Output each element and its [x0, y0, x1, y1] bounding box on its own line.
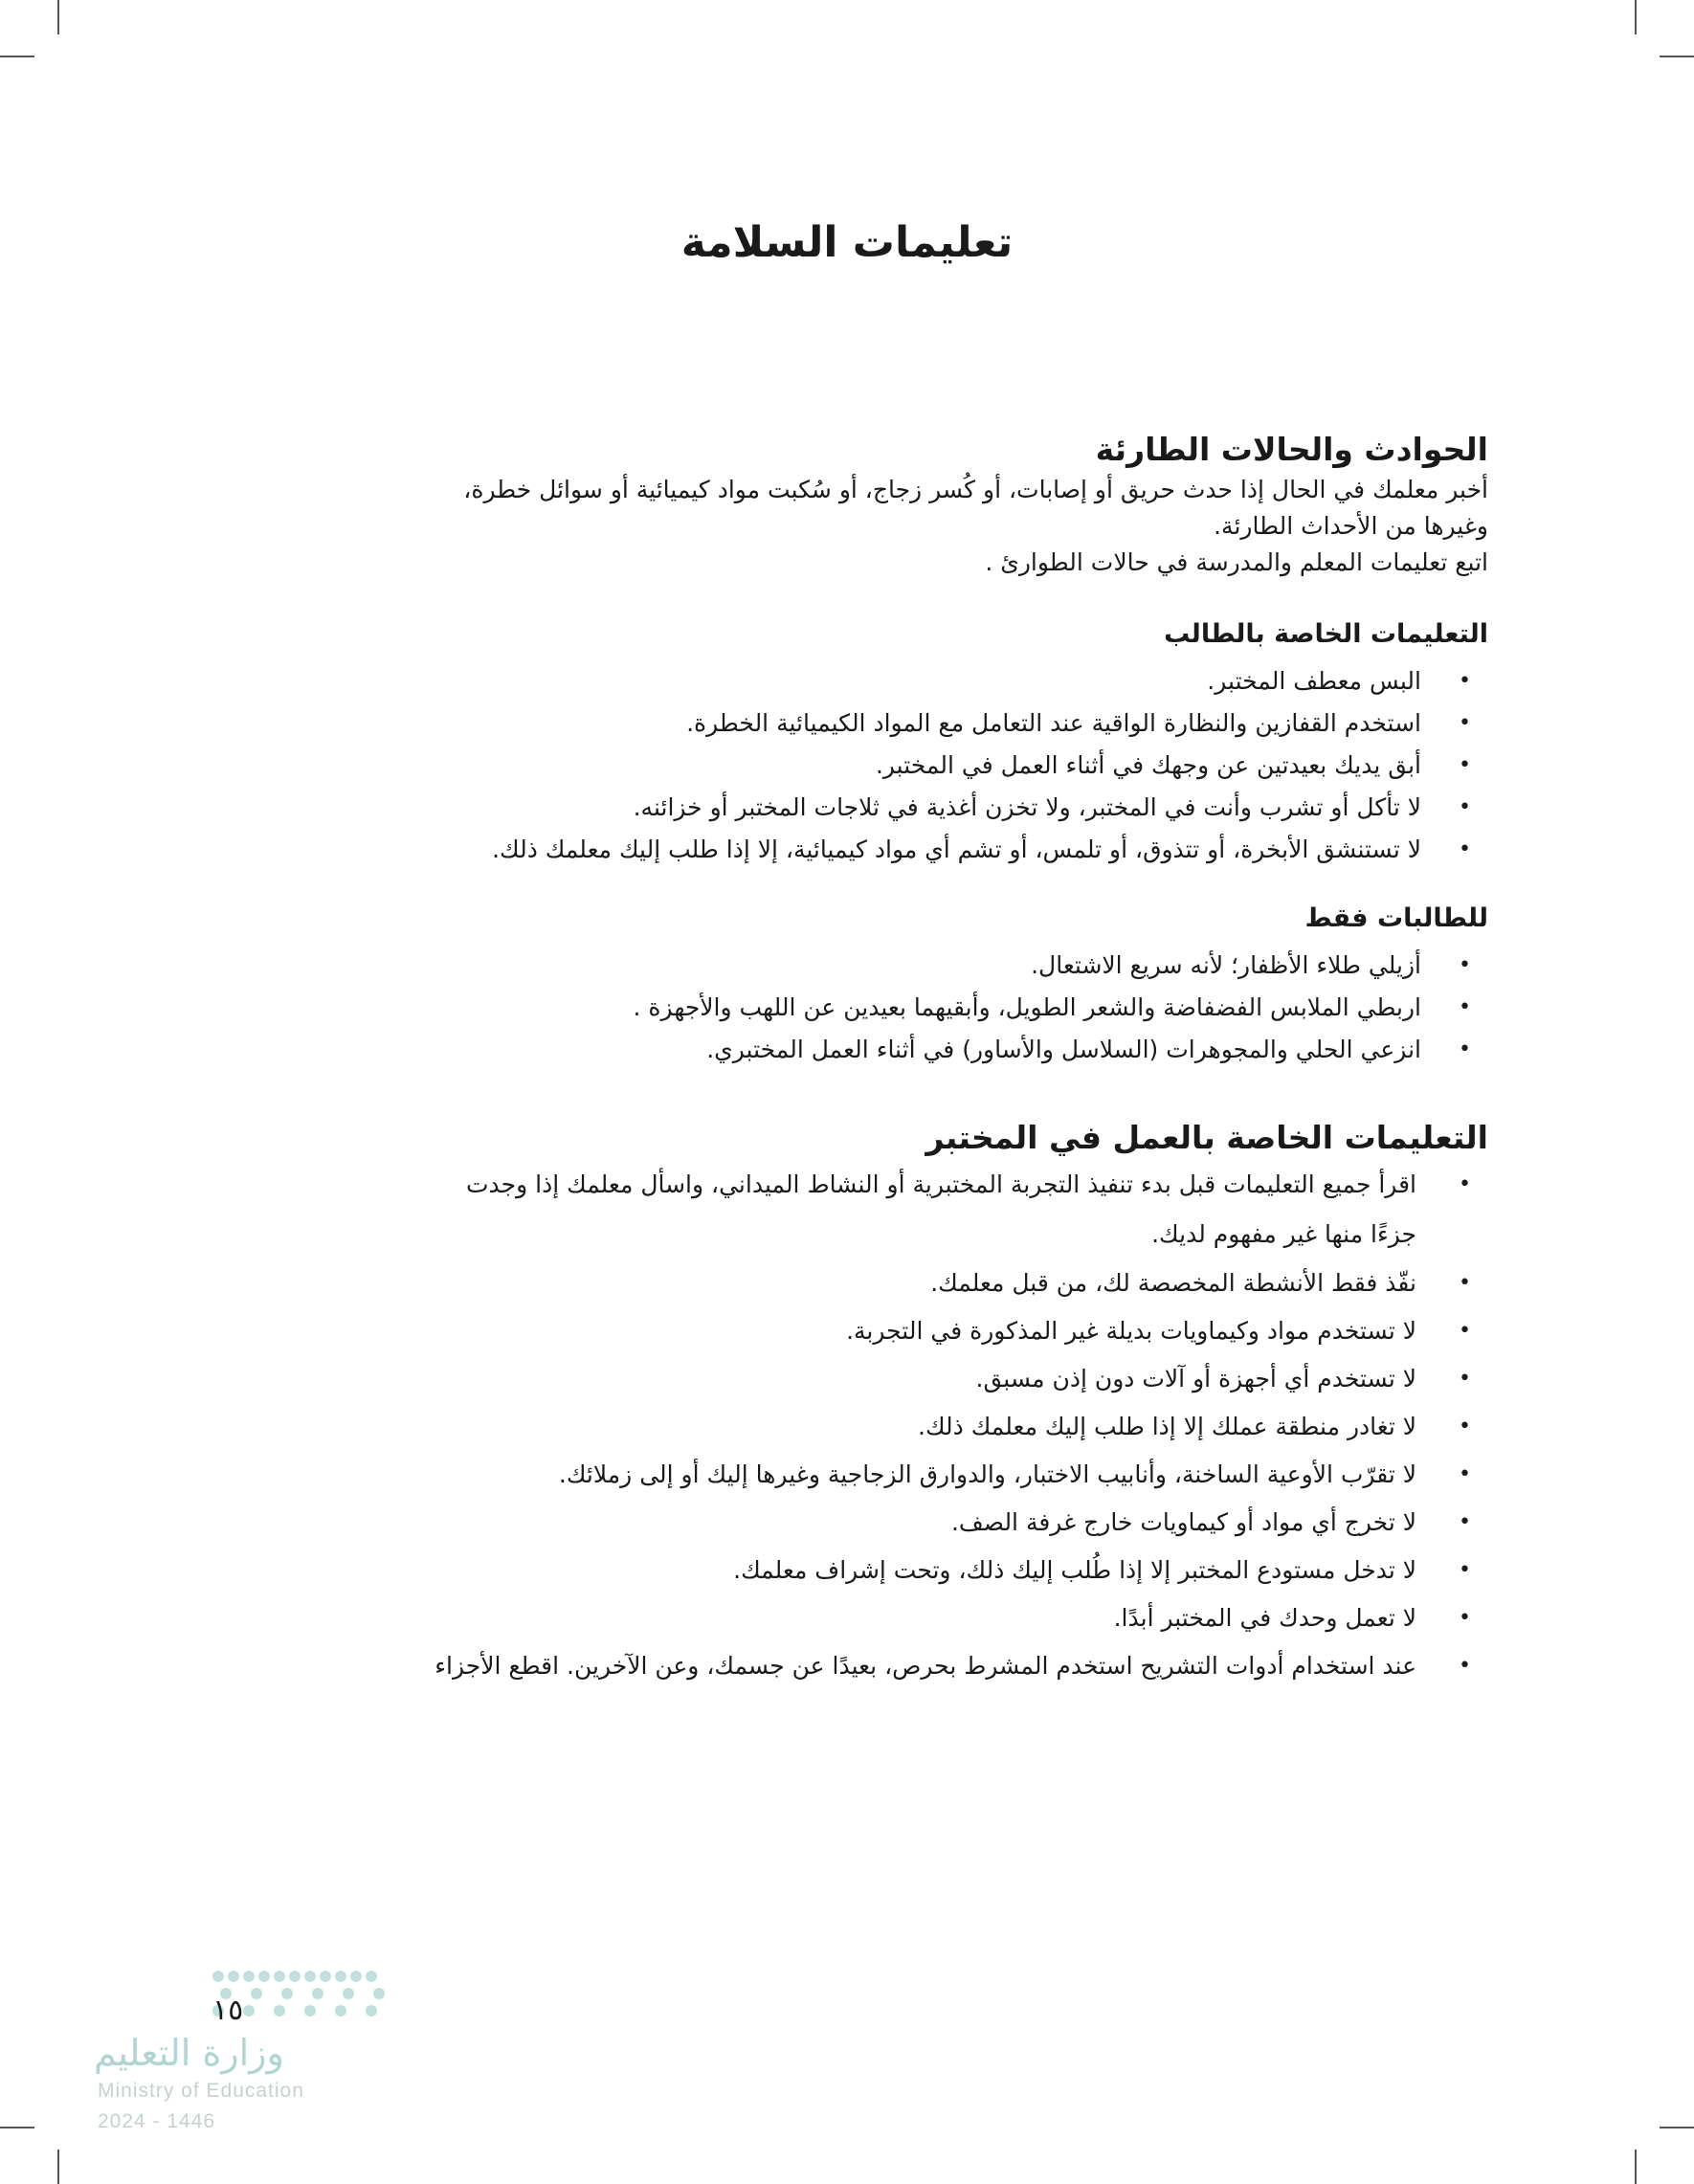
emergencies-section: [206, 431, 1488, 581]
bullet-icon: •: [1459, 795, 1471, 819]
bullet-icon: •: [1459, 1037, 1471, 1061]
bullet-icon: •: [1459, 837, 1471, 861]
list-item-text: استخدم القفازين والنظارة الواقية عند التعامل مع المواد الكيميائية الخطرة.: [686, 709, 1421, 737]
list-item-text: عند استخدام أدوات التشريح استخدم المشرط بحرص، بعيدًا عن جسمك، وعن الآخرين. اقطع الأجزاء: [435, 1652, 1416, 1680]
bullet-icon: •: [1459, 1654, 1471, 1678]
list-item-text: لا تستخدم مواد وكيماويات بديلة غير المذكورة في التجربة.: [846, 1317, 1416, 1345]
list-item-text: أبق يديك بعيدتين عن وجهك في أثناء العمل في المختبر.: [875, 751, 1421, 779]
list-item: [206, 1259, 1488, 1307]
list-item: [206, 1355, 1488, 1403]
list-item: [206, 745, 1488, 787]
bullet-icon: •: [1459, 1558, 1471, 1582]
list-item-text: لا تستخدم أي أجهزة أو آلات دون إذن مسبق.: [975, 1365, 1416, 1393]
bullet-icon: •: [1459, 953, 1471, 977]
edition-year: 2024 - 1446: [98, 2110, 216, 2132]
lab-rules-list: [206, 1160, 1488, 1690]
list-item: [206, 1642, 1488, 1690]
list-item: [206, 987, 1488, 1029]
page-content: [206, 431, 1488, 1690]
list-item: [206, 660, 1488, 702]
bullet-icon: •: [1459, 1271, 1471, 1295]
list-item: [206, 702, 1488, 745]
emergencies-line: أخبر معلمك في الحال إذا حدث حريق أو إصابات، أو كُسر زجاج، أو سُكبت مواد كيميائية أو سوائل خطرة،: [463, 476, 1488, 503]
bullet-icon: •: [1459, 1319, 1471, 1343]
bullet-icon: •: [1459, 753, 1471, 777]
list-item-text: اقرأ جميع التعليمات قبل بدء تنفيذ التجربة المختبرية أو النشاط الميداني، واسأل معلمك إذا وجدت: [466, 1170, 1416, 1198]
female-rules-heading: للطالبات فقط: [1304, 903, 1488, 933]
ministry-name-arabic: وزارة التعليم: [94, 2032, 284, 2074]
crop-mark: [1635, 2150, 1637, 2184]
crop-mark: [1635, 0, 1637, 34]
list-item: [206, 1160, 1488, 1259]
list-item: [206, 1499, 1488, 1547]
bullet-icon: •: [1459, 711, 1471, 735]
emergencies-line: اتبع تعليمات المعلم والمدرسة في حالات الطوارئ .: [985, 548, 1488, 576]
list-item-text: أزيلي طلاء الأظفار؛ لأنه سريع الاشتعال.: [1031, 951, 1421, 979]
list-item: [206, 945, 1488, 987]
page-title: تعليمات السلامة: [680, 218, 1014, 267]
list-item: [206, 829, 1488, 871]
bullet-icon: •: [1459, 1510, 1471, 1534]
student-rules-section: [206, 619, 1488, 871]
crop-mark: [1660, 2127, 1694, 2128]
crop-mark: [57, 2150, 59, 2184]
bullet-icon: •: [1459, 1462, 1471, 1486]
list-item: [206, 1594, 1488, 1642]
list-item-text: لا تغادر منطقة عملك إلا إذا طلب إليك معلمك ذلك.: [918, 1413, 1416, 1440]
list-item: [206, 1403, 1488, 1451]
crop-mark: [0, 2127, 34, 2128]
lab-rules-section: [206, 1119, 1488, 1690]
list-item-text: اربطي الملابس الفضفاضة والشعر الطويل، وأبقيهما بعيدين عن اللهب والأجهزة .: [633, 993, 1421, 1021]
list-item-text: لا تأكل أو تشرب وأنت في المختبر، ولا تخزن أغذية في ثلاجات المختبر أو خزائنه.: [633, 793, 1421, 821]
emergencies-heading: الحوادث والحالات الطارئة: [1095, 431, 1488, 468]
list-item: [206, 1451, 1488, 1499]
list-item-text: البس معطف المختبر.: [1207, 667, 1421, 695]
list-item-text: لا تعمل وحدك في المختبر أبدًا.: [1113, 1604, 1416, 1632]
bullet-icon: •: [1459, 1367, 1471, 1391]
female-rules-section: [206, 903, 1488, 1071]
list-item-text: لا تستنشق الأبخرة، أو تتذوق، أو تلمس، أو تشم أي مواد كيميائية، إلا إذا طلب إليك معلمك ذلك.: [492, 836, 1421, 863]
student-rules-list: [206, 660, 1488, 871]
list-item: [206, 1029, 1488, 1071]
list-item-text: لا تقرّب الأوعية الساخنة، وأنابيب الاختبار، والدوارق الزجاجية وغيرها إليك أو إلى زملائك.: [558, 1460, 1416, 1488]
crop-mark: [0, 56, 34, 57]
page-number: ١٥: [212, 1994, 244, 2027]
bullet-icon: •: [1459, 1172, 1471, 1196]
list-item: [206, 1547, 1488, 1594]
bullet-icon: •: [1459, 1606, 1471, 1630]
list-item-text: جزءًا منها غير مفهوم لديك.: [1151, 1220, 1416, 1248]
lab-rules-heading: التعليمات الخاصة بالعمل في المختبر: [925, 1119, 1488, 1156]
ministry-name-english: Ministry of Education: [98, 2080, 304, 2102]
list-item: [206, 1307, 1488, 1355]
list-item-text: لا تخرج أي مواد أو كيماويات خارج غرفة الصف.: [950, 1508, 1416, 1536]
crop-mark: [1660, 56, 1694, 57]
bullet-icon: •: [1459, 1415, 1471, 1438]
list-item: [206, 787, 1488, 829]
emergencies-line: وغيرها من الأحداث الطارئة.: [1214, 512, 1488, 540]
list-item-text: نفّذ فقط الأنشطة المخصصة لك، من قبل معلمك.: [930, 1269, 1416, 1297]
bullet-icon: •: [1459, 995, 1471, 1019]
bullet-icon: •: [1459, 669, 1471, 693]
list-item-text: لا تدخل مستودع المختبر إلا إذا طُلب إليك ذلك، وتحت إشراف معلمك.: [733, 1556, 1416, 1584]
list-item-text: انزعي الحلي والمجوهرات (السلاسل والأساور) في أثناء العمل المختبري.: [706, 1036, 1421, 1063]
student-rules-heading: التعليمات الخاصة بالطالب: [1164, 619, 1488, 649]
crop-mark: [57, 0, 59, 34]
female-rules-list: [206, 945, 1488, 1071]
